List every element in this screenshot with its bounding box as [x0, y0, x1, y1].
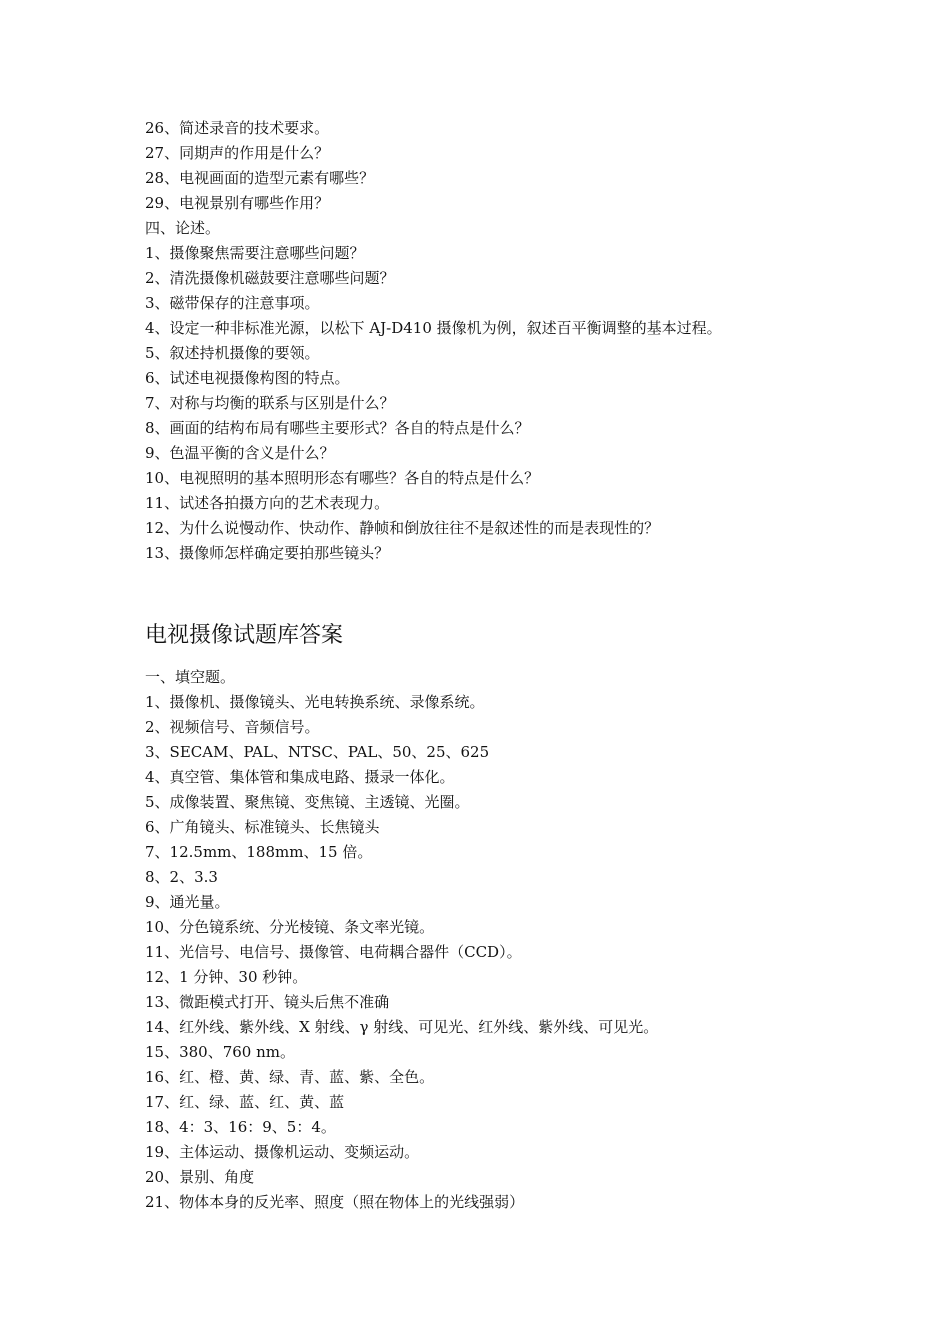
answer-line: 9、通光量。 [145, 893, 230, 911]
question-line: 29、电视景别有哪些作用？ [145, 194, 330, 212]
answer-line: 17、红、绿、蓝、红、黄、蓝 [145, 1093, 345, 1111]
question-line: 12、为什么说慢动作、快动作、静帧和倒放往往不是叙述性的而是表现性的？ [145, 519, 660, 537]
answer-line: 10、分色镜系统、分光棱镜、条文率光镜。 [145, 918, 435, 936]
answer-line: 8、2、3.3 [145, 868, 218, 886]
answer-line: 15、380、760 nm。 [145, 1043, 296, 1061]
question-line: 13、摄像师怎样确定要拍那些镜头？ [145, 544, 390, 562]
document-page [145, 116, 845, 1215]
answer-line: 7、12.5mm、188mm、15 倍。 [145, 843, 373, 861]
answer-line: 16、红、橙、黄、绿、青、蓝、紫、全色。 [145, 1068, 435, 1086]
answer-list [145, 665, 845, 1215]
question-line: 8、画面的结构布局有哪些主要形式？各自的特点是什么？ [145, 419, 530, 437]
answer-line: 12、1 分钟、30 秒钟。 [145, 968, 308, 986]
question-line: 11、试述各拍摄方向的艺术表现力。 [145, 494, 390, 512]
question-line: 2、清洗摄像机磁鼓要注意哪些问题？ [145, 269, 395, 287]
question-line: 6、试述电视摄像构图的特点。 [145, 369, 350, 387]
question-line: 1、摄像聚焦需要注意哪些问题？ [145, 244, 365, 262]
question-list [145, 116, 845, 566]
answer-line: 3、SECAM、PAL、NTSC、PAL、50、25、625 [145, 743, 490, 761]
answer-line: 5、成像装置、聚焦镜、变焦镜、主透镜、光圈。 [145, 793, 470, 811]
answer-line: 18、4：3、16：9、5：4。 [145, 1118, 336, 1136]
question-line: 5、叙述持机摄像的要领。 [145, 344, 320, 362]
answer-line: 19、主体运动、摄像机运动、变频运动。 [145, 1143, 420, 1161]
answers-title: 电视摄像试题库答案 [145, 623, 344, 648]
question-line: 28、电视画面的造型元素有哪些？ [145, 169, 375, 187]
answer-line: 20、景别、角度 [145, 1168, 255, 1186]
answer-line: 21、物体本身的反光率、照度（照在物体上的光线强弱） [145, 1193, 525, 1211]
question-line: 27、同期声的作用是什么？ [145, 144, 330, 162]
question-line: 4、设定一种非标准光源，以松下 AJ-D410 摄像机为例，叙述百平衡调整的基本过程。 [145, 319, 722, 337]
question-line: 3、磁带保存的注意事项。 [145, 294, 320, 312]
question-line: 26、简述录音的技术要求。 [145, 119, 330, 137]
answer-line: 2、视频信号、音频信号。 [145, 718, 320, 736]
section-heading: 一、填空题。 [145, 668, 236, 686]
answer-line: 13、微距模式打开、镜头后焦不准确 [145, 993, 390, 1011]
answer-line: 11、光信号、电信号、摄像管、电荷耦合器件（CCD）。 [145, 943, 522, 961]
question-line: 10、电视照明的基本照明形态有哪些？各自的特点是什么？ [145, 469, 540, 487]
answer-line: 1、摄像机、摄像镜头、光电转换系统、录像系统。 [145, 693, 485, 711]
question-line: 9、色温平衡的含义是什么？ [145, 444, 335, 462]
answer-line: 4、真空管、集体管和集成电路、摄录一体化。 [145, 768, 455, 786]
question-line: 7、对称与均衡的联系与区别是什么？ [145, 394, 395, 412]
answer-line: 6、广角镜头、标准镜头、长焦镜头 [145, 818, 380, 836]
answer-line: 14、红外线、紫外线、X 射线、γ 射线、可见光、红外线、紫外线、可见光。 [145, 1018, 659, 1036]
section-heading: 四、论述。 [145, 219, 221, 237]
